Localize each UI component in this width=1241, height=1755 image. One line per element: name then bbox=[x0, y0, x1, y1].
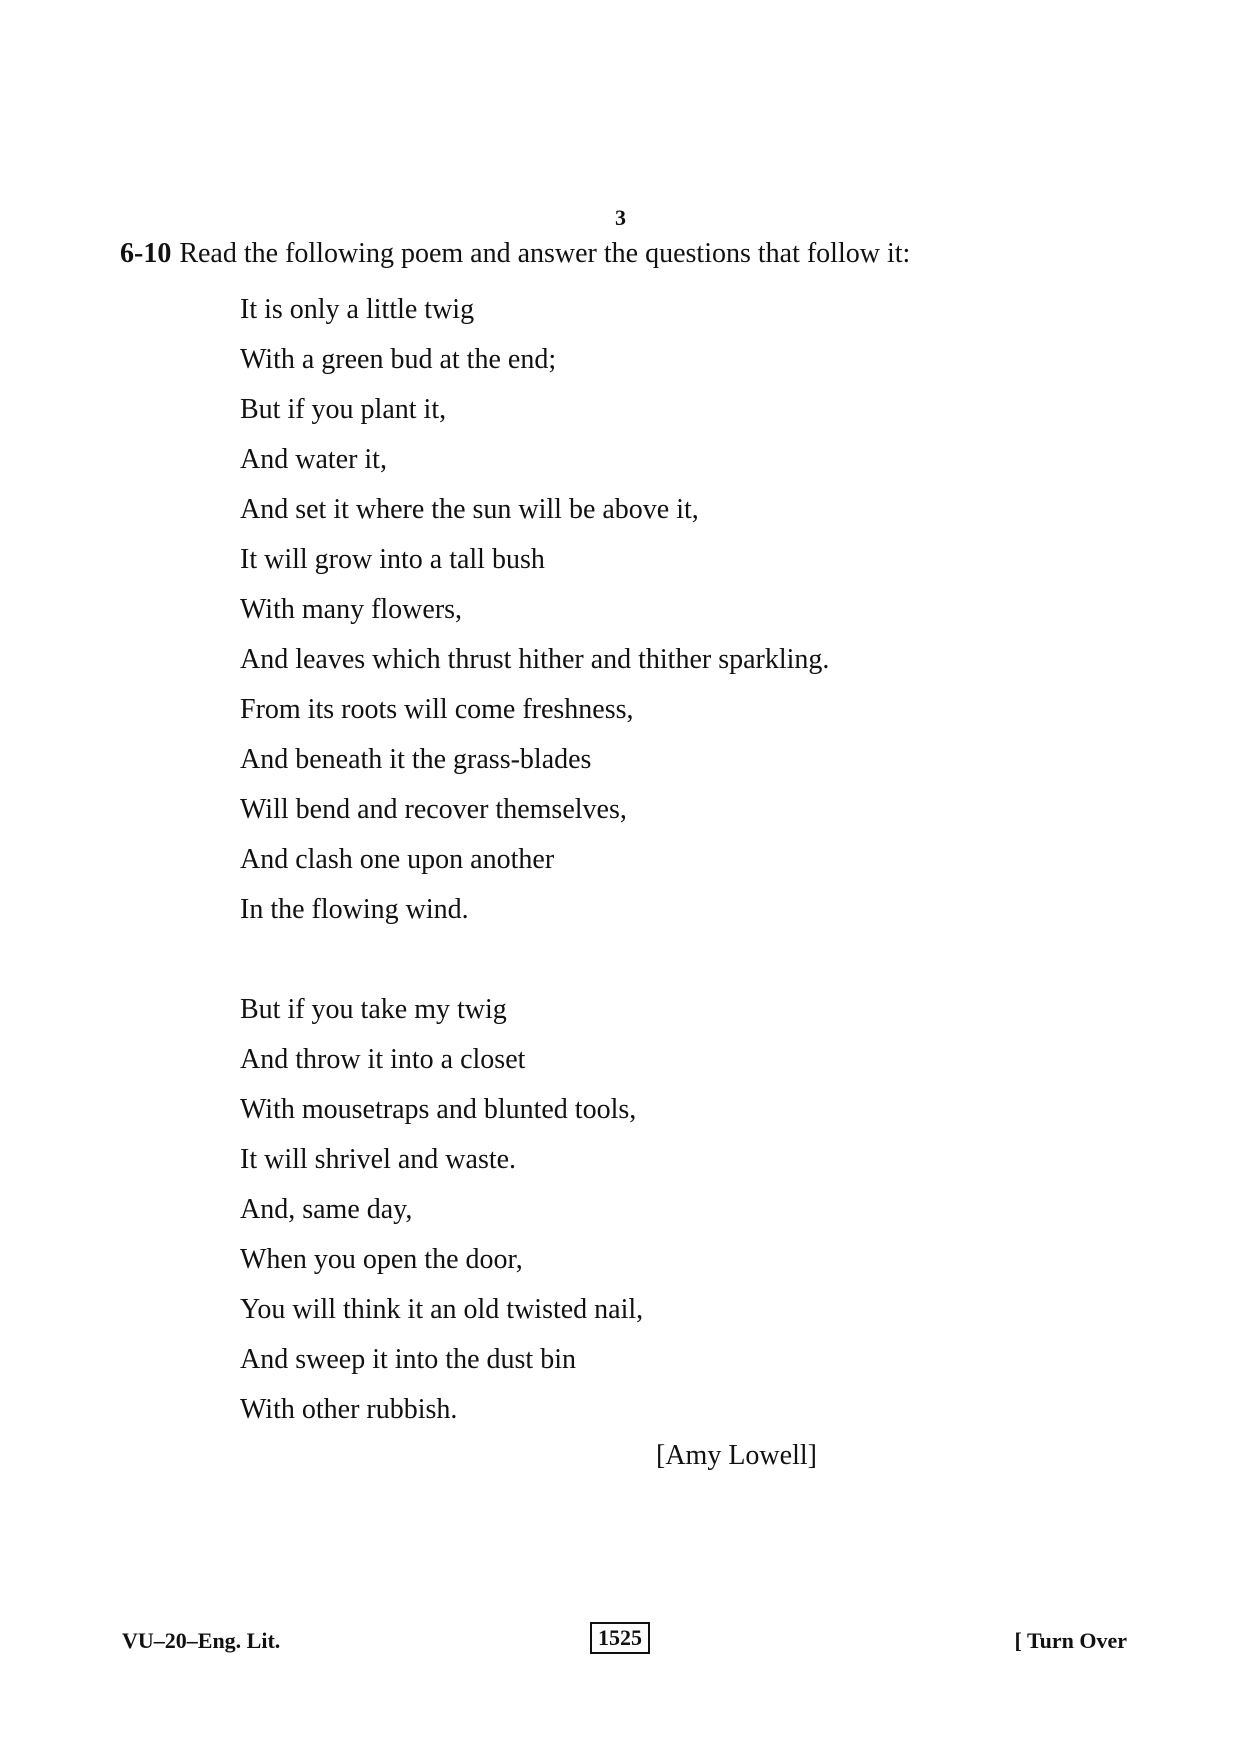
poem-line: It is only a little twig bbox=[240, 294, 475, 325]
page-number: 3 bbox=[615, 205, 626, 230]
footer-paper-code: VU–20–Eng. Lit. bbox=[122, 1628, 281, 1653]
poem-line: It will shrivel and waste. bbox=[240, 1144, 517, 1175]
poem-attribution: [Amy Lowell] bbox=[656, 1440, 817, 1471]
question-header bbox=[120, 238, 910, 270]
poem-line: And leaves which thrust hither and thither sparkling. bbox=[240, 644, 830, 675]
poem-line: And, same day, bbox=[240, 1194, 413, 1225]
poem-line: And throw it into a closet bbox=[240, 1044, 526, 1075]
poem-line: Will bend and recover themselves, bbox=[240, 794, 627, 825]
poem-stanza-1 bbox=[240, 285, 829, 935]
poem-line: From its roots will come freshness, bbox=[240, 694, 634, 725]
poem-line: But if you plant it, bbox=[240, 394, 447, 425]
poem-stanza-2 bbox=[240, 985, 829, 1435]
question-number: 6-10 bbox=[120, 238, 172, 269]
poem-line: But if you take my twig bbox=[240, 994, 507, 1025]
footer-booklet-number: 1525 bbox=[590, 1622, 650, 1654]
poem-line: You will think it an old twisted nail, bbox=[240, 1294, 644, 1325]
poem-line: And sweep it into the dust bin bbox=[240, 1344, 576, 1375]
poem-line: And set it where the sun will be above it, bbox=[240, 494, 699, 525]
poem-line: And water it, bbox=[240, 444, 387, 475]
poem-line: With a green bud at the end; bbox=[240, 344, 557, 375]
poem-line: With other rubbish. bbox=[240, 1394, 458, 1425]
poem-line: When you open the door, bbox=[240, 1244, 523, 1275]
question-instruction: Read the following poem and answer the questions that follow it: bbox=[179, 238, 911, 269]
poem-line: With many flowers, bbox=[240, 594, 463, 625]
poem-line: And clash one upon another bbox=[240, 844, 555, 875]
poem-line: With mousetraps and blunted tools, bbox=[240, 1094, 637, 1125]
footer-turn-over: [ Turn Over bbox=[1014, 1628, 1127, 1653]
poem-line: In the flowing wind. bbox=[240, 894, 469, 925]
poem-line: And beneath it the grass-blades bbox=[240, 744, 592, 775]
poem-line: It will grow into a tall bush bbox=[240, 544, 545, 575]
poem bbox=[240, 285, 829, 1435]
